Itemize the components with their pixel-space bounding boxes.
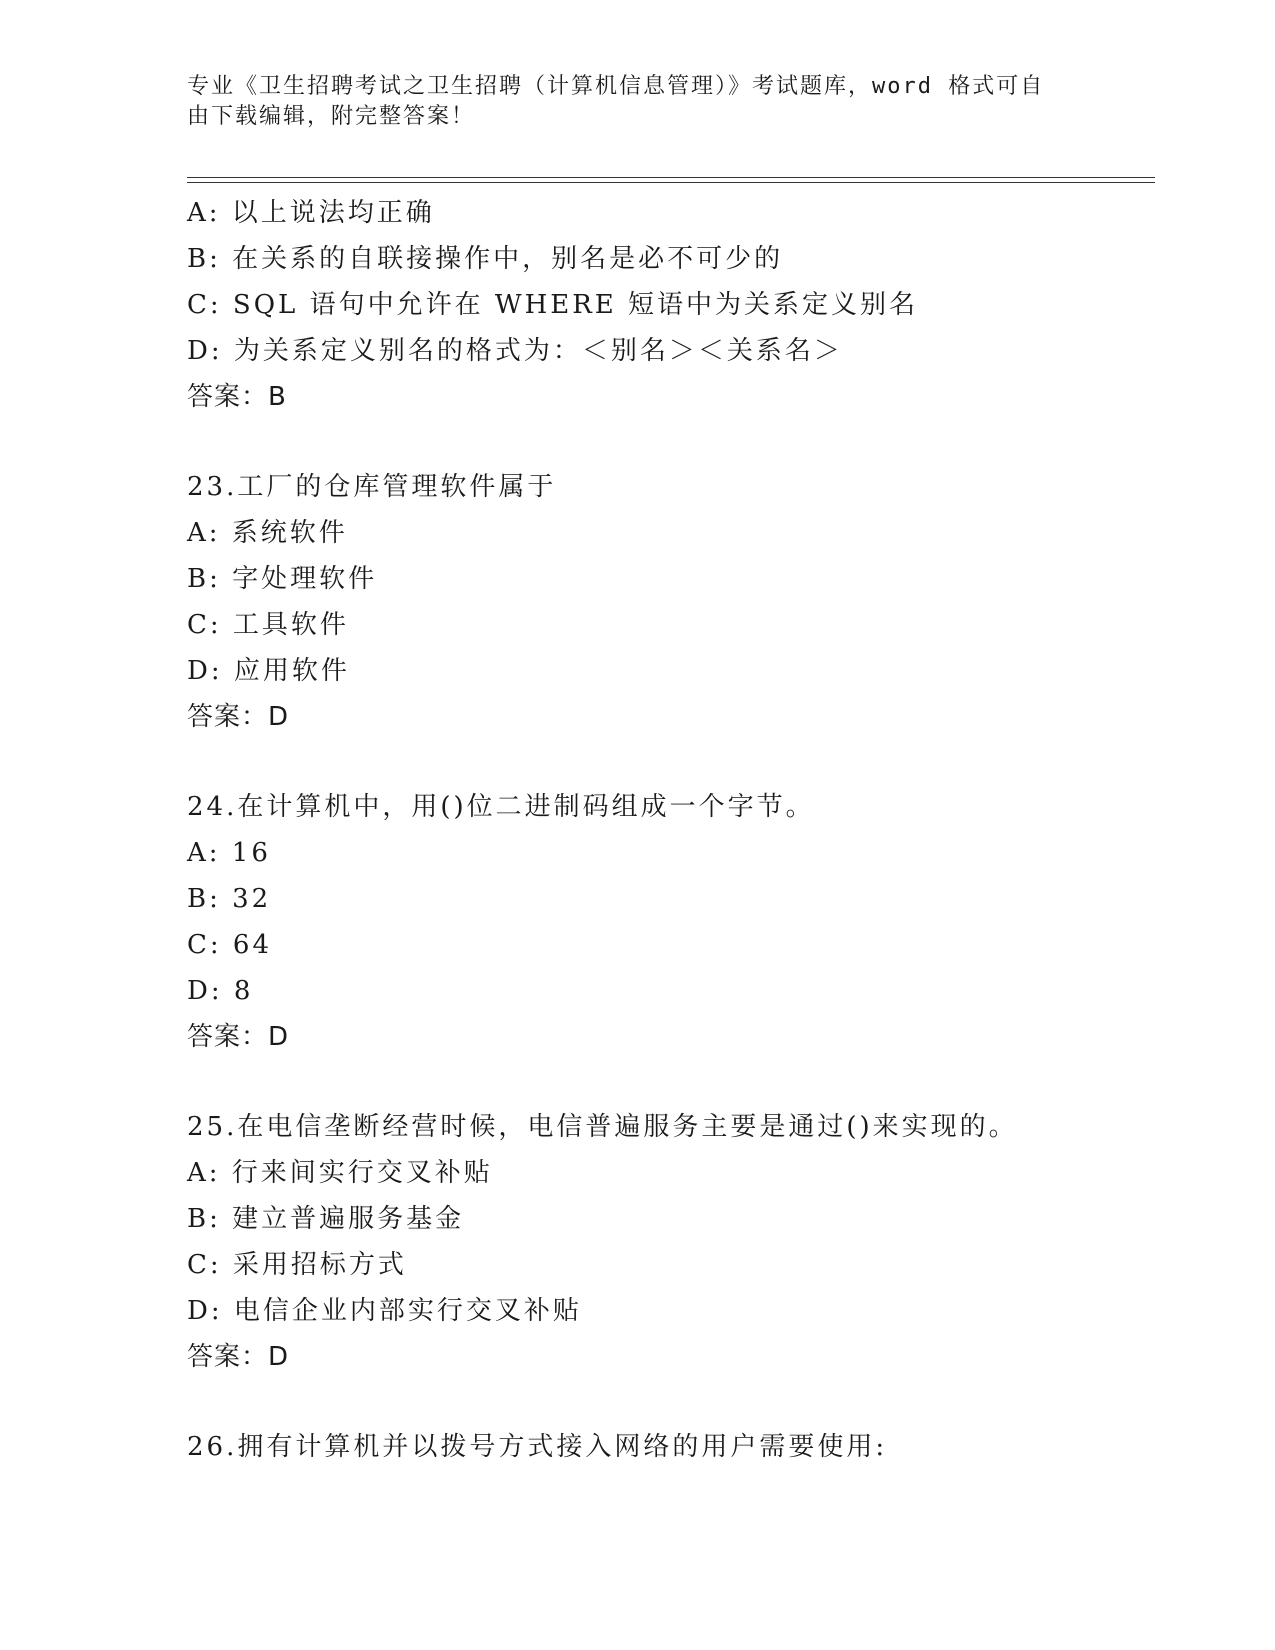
- option-b: B: 32: [187, 884, 272, 914]
- document-header: [187, 72, 1077, 132]
- question-block-23: [187, 464, 1155, 740]
- block-spacer: [187, 1380, 1155, 1424]
- option-b: B: 建立普遍服务基金: [187, 1204, 465, 1234]
- answer-text: 答案：B: [187, 382, 287, 412]
- header-line-2: 由下载编辑，附完整答案！: [187, 104, 476, 129]
- header-line-1: 专业《卫生招聘考试之卫生招聘（计算机信息管理）》考试题库，word 格式可自: [187, 74, 1045, 99]
- option-c: C: 工具软件: [187, 610, 349, 640]
- question-text: 25.在电信垄断经营时候，电信普遍服务主要是通过()来实现的。: [187, 1112, 1018, 1142]
- question-block-24: [187, 784, 1155, 1060]
- option-a: A: 系统软件: [187, 518, 348, 548]
- header-divider-top: [187, 177, 1155, 178]
- question-list: [187, 190, 1155, 1470]
- option-d: D: 8: [187, 976, 254, 1006]
- answer-text: 答案：D: [187, 1342, 290, 1372]
- question-text: 24.在计算机中，用()位二进制码组成一个字节。: [187, 792, 815, 822]
- option-a: A: 以上说法均正确: [187, 198, 435, 228]
- block-spacer: [187, 420, 1155, 464]
- answer-text: 答案：D: [187, 702, 290, 732]
- question-block-25: [187, 1104, 1155, 1380]
- option-b: B: 字处理软件: [187, 564, 378, 594]
- option-d: D: 为关系定义别名的格式为：＜别名＞＜关系名＞: [187, 336, 843, 366]
- option-d: D: 应用软件: [187, 656, 350, 686]
- block-spacer: [187, 1060, 1155, 1104]
- question-block-22: [187, 190, 1155, 420]
- option-c: C: 64: [187, 930, 273, 960]
- header-divider-bottom: [187, 182, 1155, 183]
- block-spacer: [187, 740, 1155, 784]
- question-text: 26.拥有计算机并以拨号方式接入网络的用户需要使用:: [187, 1432, 888, 1462]
- question-block-26: [187, 1424, 1155, 1470]
- option-c: C: SQL 语句中允许在 WHERE 短语中为关系定义别名: [187, 290, 919, 320]
- question-text: 23.工厂的仓库管理软件属于: [187, 472, 557, 502]
- option-c: C: 采用招标方式: [187, 1250, 407, 1280]
- option-a: A: 行来间实行交叉补贴: [187, 1158, 493, 1188]
- option-d: D: 电信企业内部实行交叉补贴: [187, 1296, 582, 1326]
- option-a: A: 16: [187, 838, 271, 868]
- option-b: B: 在关系的自联接操作中，别名是必不可少的: [187, 244, 784, 274]
- answer-text: 答案：D: [187, 1022, 290, 1052]
